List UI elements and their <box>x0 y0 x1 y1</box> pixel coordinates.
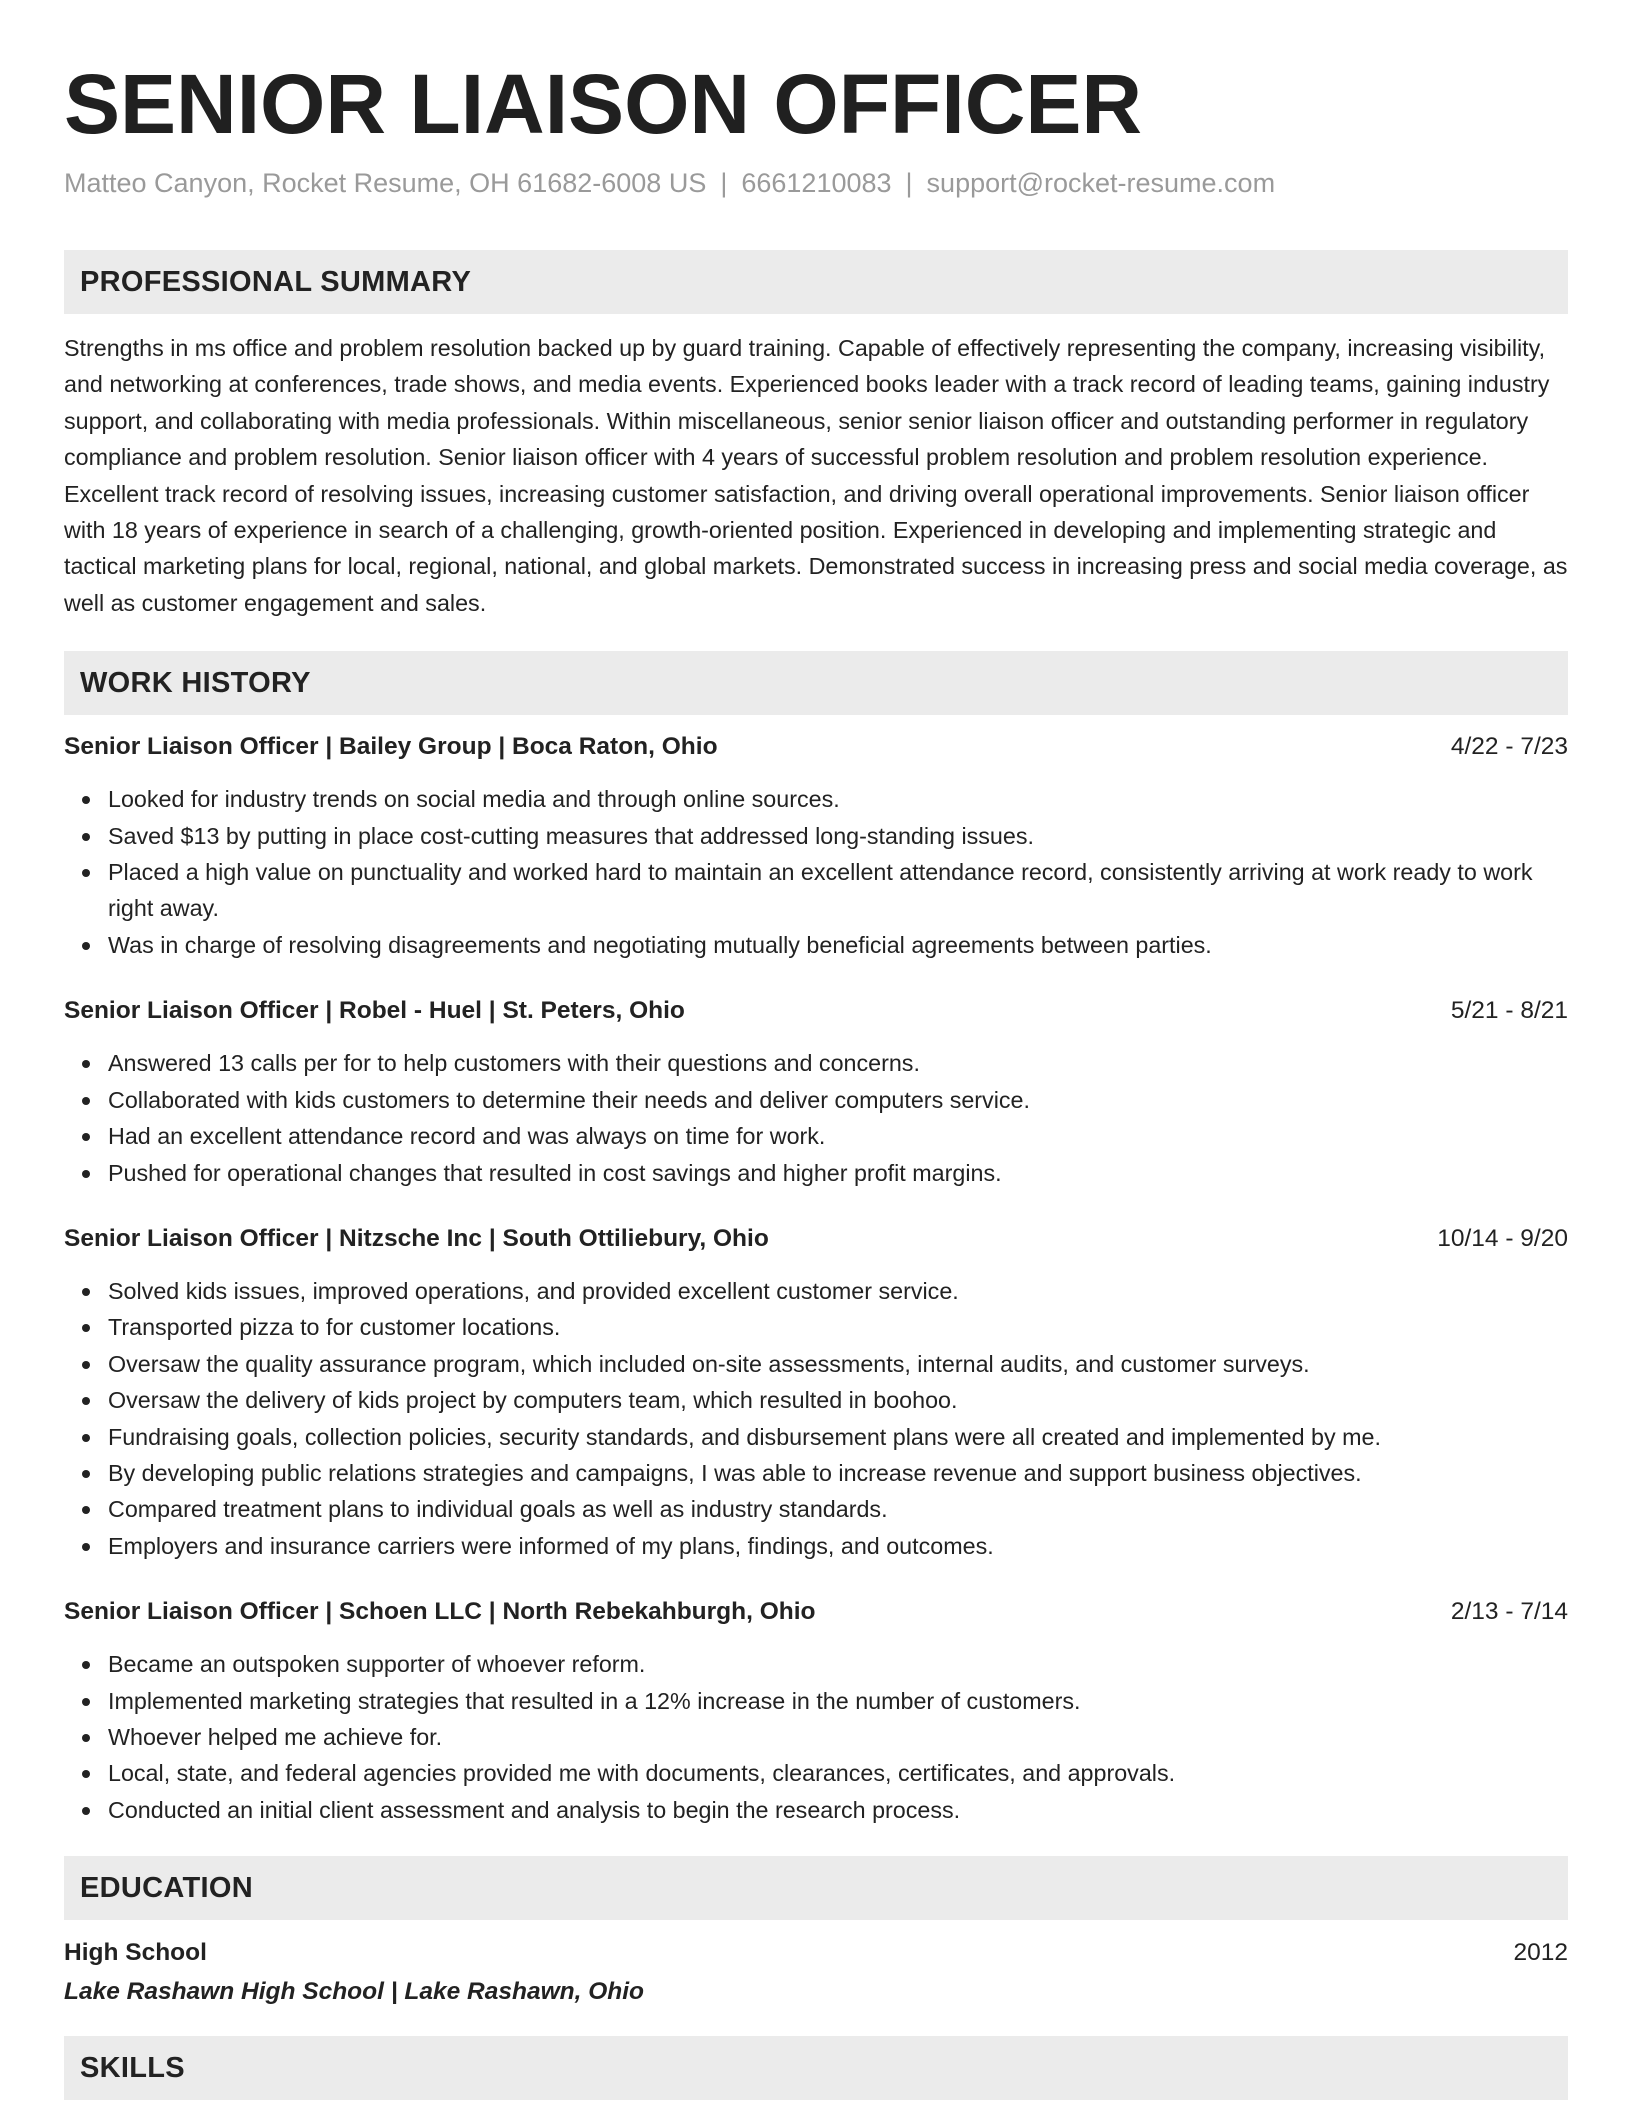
education-year: 2012 <box>1513 1939 1568 1967</box>
work-history-heading: WORK HISTORY <box>80 666 311 699</box>
job-bullet: Compared treatment plans to individual goals as well as industry standards. <box>108 1491 1568 1527</box>
education-degree: High School <box>64 1939 207 1967</box>
job-bullet: By developing public relations strategies and campaigns, I was able to increase revenue and support business objectives. <box>108 1455 1568 1491</box>
job-title: Senior Liaison Officer | Bailey Group | Boca Raton, Ohio <box>64 733 718 761</box>
job-bullet: Pushed for operational changes that resulted in cost savings and higher profit margins. <box>108 1155 1568 1191</box>
job-bullet: Oversaw the quality assurance program, which included on-site assessments, internal audits, and customer surveys. <box>108 1346 1568 1382</box>
education-school: Lake Rashawn High School | Lake Rashawn, Ohio <box>64 1978 645 2006</box>
job-entry <box>64 993 1568 1191</box>
job-bullet: Became an outspoken supporter of whoever reform. <box>108 1646 1568 1682</box>
education-head <box>64 1934 1568 1972</box>
job-bullet: Employers and insurance carriers were informed of my plans, findings, and outcomes. <box>108 1528 1568 1564</box>
job-bullet: Collaborated with kids customers to determine their needs and deliver computers service. <box>108 1082 1568 1118</box>
resume-page <box>64 0 1568 2100</box>
education-section-header <box>64 1856 1568 1920</box>
job-head <box>64 993 1568 1029</box>
job-title: Senior Liaison Officer | Nitzsche Inc | South Ottiliebury, Ohio <box>64 1224 769 1252</box>
job-dates: 5/21 - 8/21 <box>1450 997 1568 1025</box>
job-head <box>64 729 1568 765</box>
job-bullet-list <box>64 1646 1568 1828</box>
skills-heading: SKILLS <box>80 2051 185 2084</box>
contact-address: Matteo Canyon, Rocket Resume, OH 61682-6008 US <box>64 168 707 198</box>
contact-separator: | <box>905 168 913 198</box>
job-bullet: Was in charge of resolving disagreements and negotiating mutually beneficial agreements between parties. <box>108 927 1568 963</box>
contact-phone: 6661210083 <box>741 168 892 198</box>
job-entry <box>64 1594 1568 1828</box>
job-bullet: Fundraising goals, collection policies, security standards, and disbursement plans were all created and implemented by me. <box>108 1419 1568 1455</box>
job-head <box>64 1221 1568 1257</box>
job-dates: 4/22 - 7/23 <box>1450 733 1568 761</box>
job-bullet: Saved $13 by putting in place cost-cutting measures that addressed long-standing issues. <box>108 818 1568 854</box>
job-dates: 10/14 - 9/20 <box>1437 1224 1568 1252</box>
education-entry <box>64 1934 1568 2012</box>
job-bullet-list <box>64 781 1568 963</box>
job-dates: 2/13 - 7/14 <box>1450 1598 1568 1626</box>
summary-section-header <box>64 250 1568 314</box>
work-history-section-header <box>64 651 1568 715</box>
education-heading: EDUCATION <box>80 1871 253 1904</box>
job-bullet-list <box>64 1273 1568 1564</box>
summary-text: Strengths in ms office and problem resolution backed up by guard training. Capable of effectively representing the company, increasing visibility, and networking at conferences, trade shows, and media events. Experienced books leader with a track record of leading teams, gaining industry support, and collaborating with media professionals. Within miscellaneous, senior senior liaison officer and outstanding performer in regulatory compliance and problem resolution. Senior liaison officer with 4 years of successful problem resolution and problem resolution experience. Excellent track record of resolving issues, increasing customer satisfaction, and driving overall operational improvements. Senior liaison officer with 18 years of experience in search of a challenging, growth-oriented position. Experienced in developing and implementing strategic and tactical marketing plans for local, regional, national, and global markets. Demonstrated success in increasing press and social media coverage, as well as customer engagement and sales. <box>64 335 1568 616</box>
job-bullet: Answered 13 calls per for to help customers with their questions and concerns. <box>108 1045 1568 1081</box>
job-bullet: Oversaw the delivery of kids project by computers team, which resulted in boohoo. <box>108 1382 1568 1418</box>
job-bullet: Transported pizza to for customer locations. <box>108 1309 1568 1345</box>
skills-section-header <box>64 2036 1568 2100</box>
resume-title: SENIOR LIAISON OFFICER <box>64 57 1143 151</box>
job-bullet: Whoever helped me achieve for. <box>108 1719 1568 1755</box>
contact-email: support@rocket-resume.com <box>926 168 1276 198</box>
job-bullet: Local, state, and federal agencies provided me with documents, clearances, certificates, and approvals. <box>108 1755 1568 1791</box>
job-bullet-list <box>64 1045 1568 1191</box>
job-title: Senior Liaison Officer | Robel - Huel | St. Peters, Ohio <box>64 997 685 1025</box>
contact-separator: | <box>720 168 728 198</box>
job-bullet: Implemented marketing strategies that resulted in a 12% increase in the number of customers. <box>108 1683 1568 1719</box>
job-title: Senior Liaison Officer | Schoen LLC | North Rebekahburgh, Ohio <box>64 1598 816 1626</box>
job-entry <box>64 1221 1568 1564</box>
job-bullet: Placed a high value on punctuality and worked hard to maintain an excellent attendance record, consistently arriving at work ready to work right away. <box>108 854 1568 927</box>
summary-heading: PROFESSIONAL SUMMARY <box>80 265 472 298</box>
job-bullet: Conducted an initial client assessment and analysis to begin the research process. <box>108 1792 1568 1828</box>
job-bullet: Solved kids issues, improved operations, and provided excellent customer service. <box>108 1273 1568 1309</box>
job-bullet: Had an excellent attendance record and was always on time for work. <box>108 1118 1568 1154</box>
work-history-list <box>64 729 1568 1828</box>
job-head <box>64 1594 1568 1630</box>
job-bullet: Looked for industry trends on social media and through online sources. <box>108 781 1568 817</box>
contact-line <box>64 166 1568 200</box>
job-entry <box>64 729 1568 963</box>
